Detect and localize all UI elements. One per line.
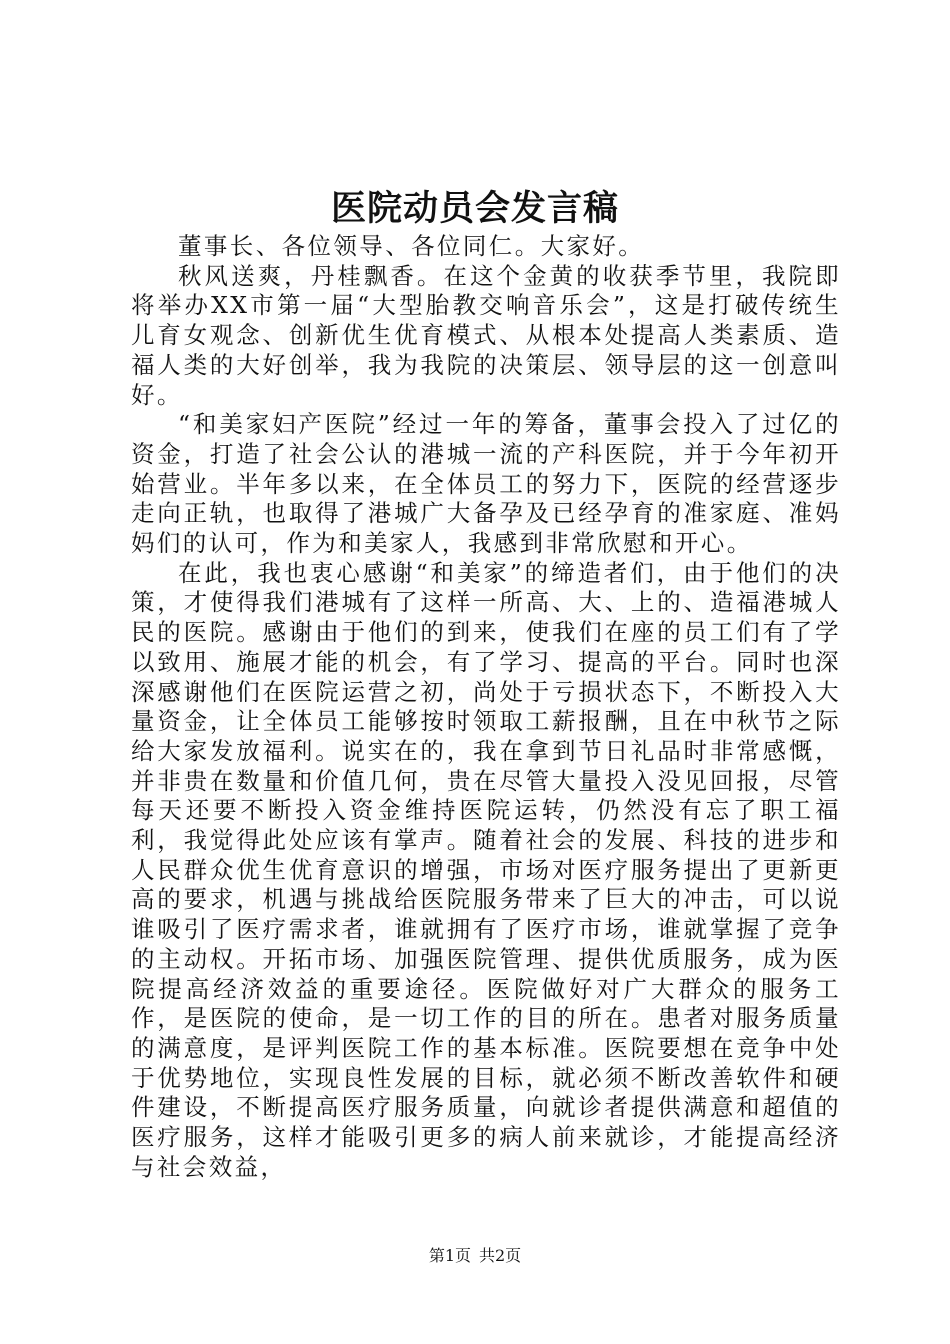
page-footer — [0, 1245, 950, 1267]
body-paragraph: 在此，我也衷心感谢“和美家”的缔造者们，由于他们的决策，才使得我们港城有了这样一所高、大、上的、造福港城人民的医院。感谢由于他们的到来，使我们在座的员工们有了学以致用、施展才能的机会，有了学习、提高的平台。同时也深深感谢他们在医院运营之初，尚处于亏损状态下，不断投入大量资金，让全体员工能够按时领取工薪报酬，且在中秋节之际给大家发放福利。说实在的，我在拿到节日礼品时非常感慨，并非贵在数量和价值几何，贵在尽管大量投入没见回报，尽管每天还要不断投入资金维持医院运转，仍然没有忘了职工福利，我觉得此处应该有掌声。随着社会的发展、科技的进步和人民群众优生优育意识的增强，市场对医疗服务提出了更新更高的要求，机遇与挑战给医院服务带来了巨大的冲击，可以说谁吸引了医疗需求者，谁就拥有了医疗市场，谁就掌握了竞争的主动权。开拓市场、加强医院管理、提供优质服务，成为医院提高经济效益的重要途径。医院做好对广大群众的服务工作，是医院的使命，是一切工作的目的所在。患者对服务质量的满意度，是评判医院工作的基本标准。医院要想在竞争中处于优势地位，实现良性发展的目标，就必须不断改善软件和硬件建设，不断提高医疗服务质量，向就诊者提供满意和超值的医疗服务，这样才能吸引更多的病人前来就诊，才能提高经济与社会效益， — [131, 558, 841, 1181]
body-paragraph: 秋风送爽，丹桂飘香。在这个金黄的收获季节里，我院即将举办XX市第一届“大型胎教交响音乐会”，这是打破传统生儿育女观念、创新优生优育模式、从根本处提高人类素质、造福人类的大好创举，我为我院的决策层、领导层的这一创意叫好。 — [131, 261, 841, 409]
document-title: 医院动员会发言稿 — [330, 189, 619, 229]
document-body — [131, 232, 841, 1183]
page-number-total: 共2页 — [479, 1246, 522, 1265]
greeting-paragraph: 董事长、各位领导、各位同仁。大家好。 — [178, 232, 645, 260]
page-number-current: 第1页 — [428, 1246, 471, 1265]
body-paragraph: “和美家妇产医院”经过一年的筹备，董事会投入了过亿的资金，打造了社会公认的港城一流的产科医院，并于今年初开始营业。半年多以来，在全体员工的努力下，医院的经营逐步走向正轨，也取得了港城广大备孕及已经孕育的准家庭、准妈妈们的认可，作为和美家人，我感到非常欣慰和开心。 — [131, 410, 841, 558]
